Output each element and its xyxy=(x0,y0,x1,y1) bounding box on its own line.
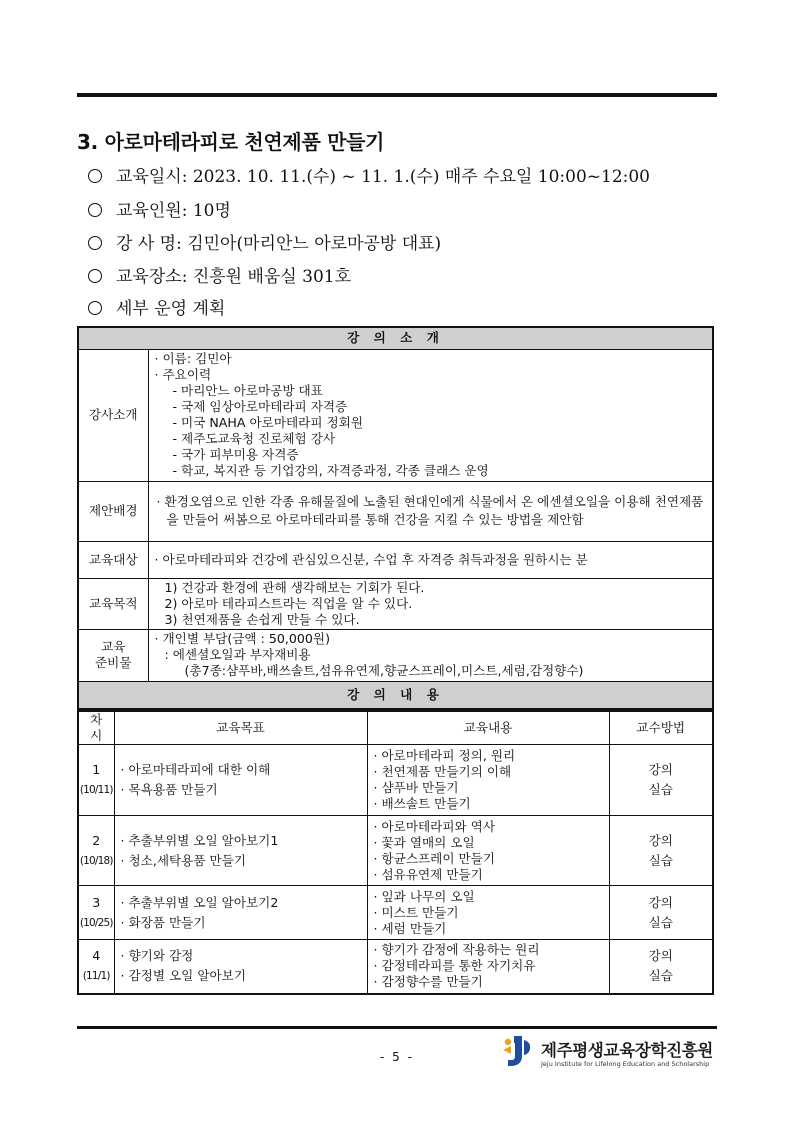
content-item: · 아로마테라피와 역사 xyxy=(373,818,495,834)
content-table xyxy=(77,710,714,995)
intro-section-title: 강 의 소 개 xyxy=(78,327,713,349)
header-method: 교수방법 xyxy=(609,711,713,745)
method-item: 실습 xyxy=(648,852,673,868)
content-item: · 천연제품 만들기의 이해 xyxy=(373,764,512,779)
info-instructor: 강 사 명: 김민아(마리안느 아로마공방 대표) xyxy=(88,229,441,254)
goal-item: · 아로마테라피에 대한 이해 xyxy=(120,762,271,777)
session-date: (10/25) xyxy=(79,916,113,929)
header-content: 교육내용 xyxy=(367,711,609,745)
info-plan: 세부 운영 계획 xyxy=(88,294,225,319)
header-goal: 교육목표 xyxy=(114,711,367,745)
circle-bullet-icon xyxy=(88,169,102,183)
session-date: (11/1) xyxy=(82,970,110,983)
section-heading: 3. 아로마테라피로 천연제품 만들기 xyxy=(77,130,385,154)
institute-logo-icon xyxy=(503,1034,533,1068)
goal-item: · 화장품 만들기 xyxy=(120,914,206,930)
method-item: 실습 xyxy=(648,968,673,984)
content-item: · 배쓰솔트 만들기 xyxy=(373,796,471,811)
goal-label: 교육목적 xyxy=(78,578,148,629)
content-item: · 항균스프레이 만들기 xyxy=(373,850,495,866)
instructor-label: 강사소개 xyxy=(78,349,148,481)
content-item: · 미스트 만들기 xyxy=(373,904,459,920)
content-item: · 샴푸바 만들기 xyxy=(373,780,459,795)
method-item: 강의 xyxy=(648,832,673,848)
background-text: · 환경오염으로 인한 각종 유해물질에 노출된 현대인에게 식물에서 온 에센셜오일을 이용해 천연제품을 만들어 써봄으로 아로마테라피를 통해 건강을 지킬 수 있는 방법을 제안함 xyxy=(156,494,704,527)
prep-label: 교육 준비물 xyxy=(78,629,148,681)
session-number: 3 xyxy=(92,894,101,910)
circle-bullet-icon xyxy=(88,236,102,250)
method-item: 강의 xyxy=(648,762,673,777)
content-item: · 세럼 만들기 xyxy=(373,920,447,936)
method-item: 강의 xyxy=(648,948,673,964)
table-row xyxy=(78,816,713,886)
content-item: · 아로마테라피 정의, 원리 xyxy=(373,748,516,763)
goal-item: · 추출부위별 오일 알아보기1 xyxy=(120,832,279,848)
table-row xyxy=(78,940,713,994)
header-session: 차시 xyxy=(78,711,114,745)
method-item: 강의 xyxy=(648,894,673,910)
instructor-detail: · 이름: 김민아 · 주요이력 - 마리안느 아로마공방 대표 - 국제 임상아로마테라피 자격증 - 미국 NAHA 아로마테라피 정회원 - 제주도교육청 진로체험 강사 - 국가 피부미용 자격증 - 학교, 복지관 등 기업강의, 자격증과정, 각종 클래스 운영 xyxy=(148,349,713,481)
goal-item: · 향기와 감정 xyxy=(120,948,194,964)
content-item: · 감정테라피를 통한 자기치유 xyxy=(373,958,536,974)
circle-bullet-icon xyxy=(88,301,102,315)
goal-item: · 목욕용품 만들기 xyxy=(120,782,218,797)
table-row xyxy=(78,745,713,816)
info-location: 교육장소: 진흥원 배움실 301호 xyxy=(88,262,351,287)
target-label: 교육대상 xyxy=(78,541,148,578)
method-item: 실습 xyxy=(648,914,673,930)
session-date: (10/11) xyxy=(79,784,113,796)
info-schedule: 교육일시: 2023. 10. 11.(수) ~ 11. 1.(수) 매주 수요일 10:00~12:00 xyxy=(88,162,650,187)
prep-detail: · 개인별 부담(금액 : 50,000원) : 에센셜오일과 부자재비용 (총7종:샴푸바,배쓰솔트,섬유유연제,향균스프레이,미스트,세럼,감정향수) xyxy=(148,629,713,681)
info-capacity: 교육인원: 10명 xyxy=(88,196,231,221)
institute-name-en: Jeju Institute for Lifelong Education and Scholarship xyxy=(541,1060,710,1068)
intro-table xyxy=(77,326,714,710)
institute-logo xyxy=(503,1034,723,1074)
content-section-title: 강 의 내 용 xyxy=(78,681,713,709)
session-number: 4 xyxy=(92,948,101,964)
circle-bullet-icon xyxy=(88,203,102,217)
goal-item: · 추출부위별 오일 알아보기2 xyxy=(120,894,279,910)
goal-detail: 1) 건강과 환경에 관해 생각해보는 기회가 된다. 2) 아로마 테라피스트라는 직업을 알 수 있다. 3) 천연제품을 손쉽게 만들 수 있다. xyxy=(148,578,713,629)
bottom-rule xyxy=(77,1026,717,1029)
table-row xyxy=(78,886,713,940)
content-item: · 향기가 감정에 작용하는 원리 xyxy=(373,942,540,958)
session-number: 1 xyxy=(92,762,101,777)
goal-item: · 청소,세탁용품 만들기 xyxy=(120,852,247,868)
method-item: 실습 xyxy=(648,782,673,797)
goal-item: · 감정별 오일 알아보기 xyxy=(120,968,247,984)
top-rule xyxy=(77,93,717,97)
target-text: · 아로마테라피와 건강에 관심있으신분, 수업 후 자격증 취득과정을 원하시는 분 xyxy=(154,551,588,567)
content-item: · 섬유유연제 만들기 xyxy=(373,866,483,882)
page-number: - 5 - xyxy=(380,1050,414,1064)
institute-name-ko: 제주평생교육장학진흥원 xyxy=(541,1041,714,1060)
session-number: 2 xyxy=(92,832,101,848)
background-label: 제안배경 xyxy=(78,481,148,541)
content-item: · 잎과 나무의 오일 xyxy=(373,888,475,904)
content-item: · 감정향수를 만들기 xyxy=(373,974,483,990)
circle-bullet-icon xyxy=(88,269,102,283)
session-date: (10/18) xyxy=(79,854,113,867)
content-item: · 꽃과 열매의 오일 xyxy=(373,834,475,850)
